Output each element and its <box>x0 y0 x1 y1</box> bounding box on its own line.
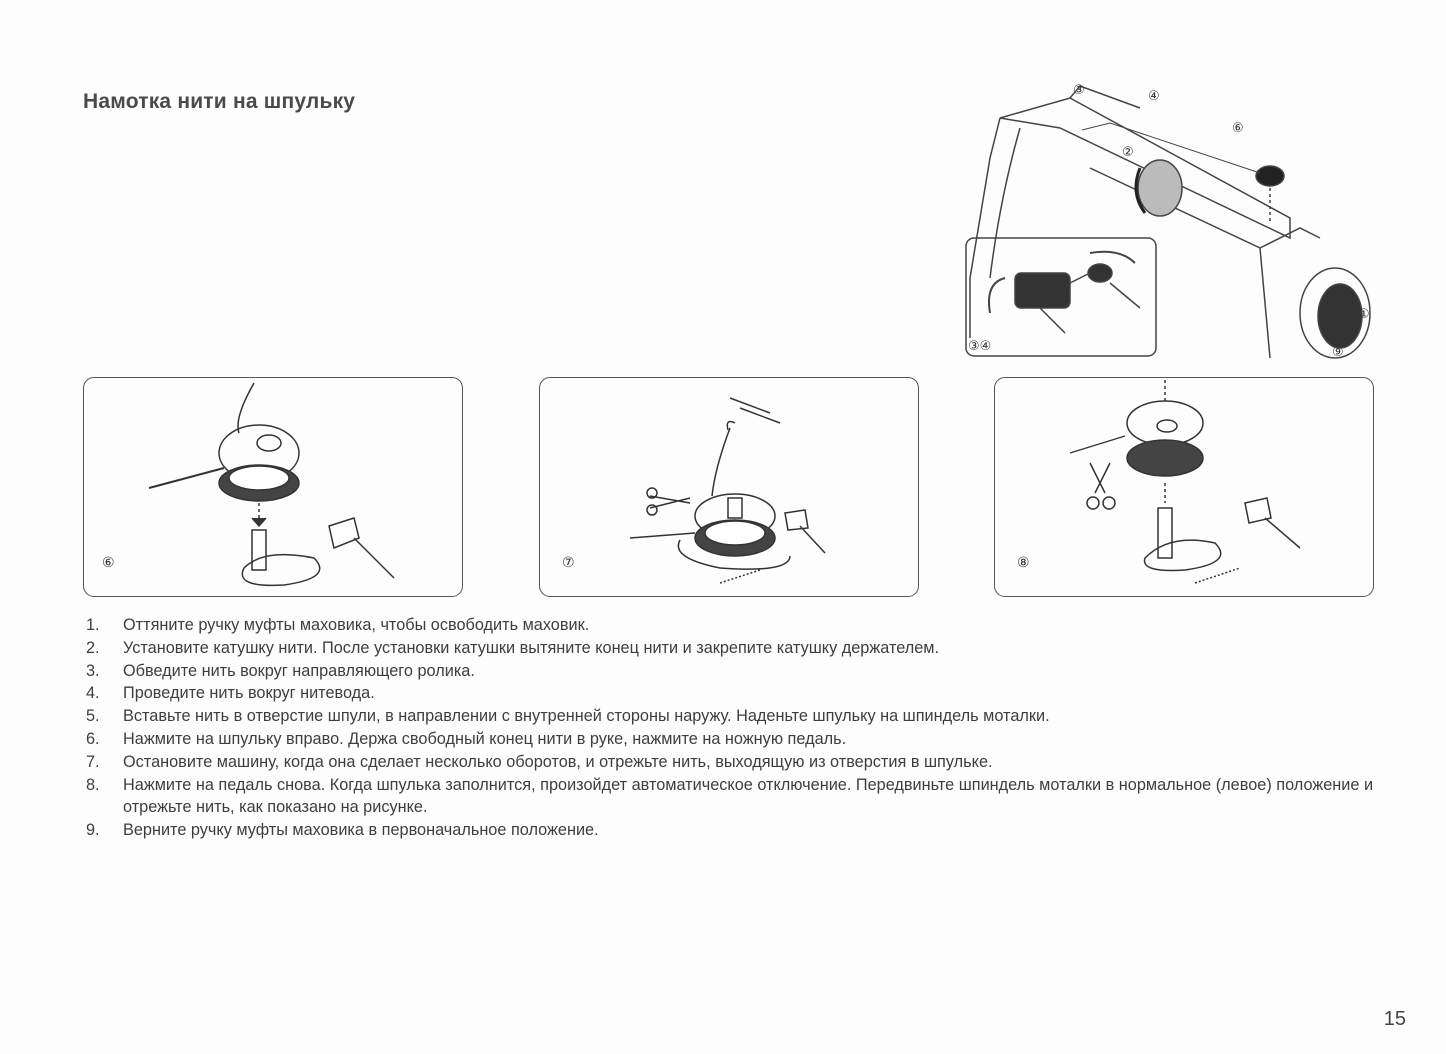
step-number: 2. <box>86 638 100 657</box>
list-item <box>86 774 1386 820</box>
step-text: Проведите нить вокруг нитевода. <box>123 684 375 703</box>
callout-3-4: ③④ <box>968 339 992 354</box>
callout-6: ⑥ <box>1232 121 1244 136</box>
panel-step-6 <box>83 377 463 597</box>
panel-label: ⑥ <box>102 555 115 571</box>
list-item <box>86 660 1386 683</box>
step-number: 1. <box>86 616 100 634</box>
list-item <box>86 614 1386 637</box>
step-text: Нажмите на шпульку вправо. Держа свободный конец нити в руке, нажмите на ножную педаль. <box>123 729 847 748</box>
panel-label: ⑧ <box>1017 555 1030 571</box>
callout-3: ③ <box>1073 83 1085 98</box>
thread-cut-illustration <box>540 378 918 596</box>
instruction-steps <box>86 614 1386 842</box>
step-number: 3. <box>86 661 100 680</box>
callout-2: ② <box>1122 145 1134 160</box>
step-text: Верните ручку муфты маховика в первоначальное положение. <box>123 821 599 840</box>
step-number: 6. <box>86 729 100 748</box>
bobbin-remove-illustration <box>995 378 1373 596</box>
step-number: 8. <box>86 775 100 794</box>
step-text: Установите катушку нити. После установки катушки вытяните конец нити и закрепите катушку держателем. <box>123 638 940 657</box>
panel-step-8 <box>994 377 1374 597</box>
bobbin-insert-illustration <box>84 378 462 596</box>
list-item <box>86 637 1386 660</box>
callout-9: ⑨ <box>1332 345 1344 360</box>
list-item <box>86 728 1386 751</box>
list-item <box>86 682 1386 705</box>
step-text: Остановите машину, когда она сделает несколько оборотов, и отрежьте нить, выходящую из отверстия в шпульке. <box>123 752 993 771</box>
callout-4: ④ <box>1148 89 1160 104</box>
step-number: 9. <box>86 821 100 840</box>
step-number: 5. <box>86 707 100 726</box>
page-number: 15 <box>1383 1008 1406 1030</box>
list-item <box>86 819 1386 842</box>
step-text: Обведите нить вокруг направляющего ролика. <box>123 661 475 680</box>
panel-label: ⑦ <box>562 555 575 571</box>
step-number: 4. <box>86 684 100 703</box>
step-text: Оттяните ручку муфты маховика, чтобы освободить маховик. <box>123 616 590 634</box>
page-title: Намотка нити на шпульку <box>83 90 356 113</box>
step-number: 7. <box>86 752 100 771</box>
step-text: Нажмите на педаль снова. Когда шпулька заполнится, произойдет автоматическое отключение. Передвиньте шпиндель моталки в нормальное (левое) положение и отрежьте нить, как показано на рисунке. <box>123 775 1374 817</box>
callout-1: ① <box>1358 307 1370 322</box>
list-item <box>86 705 1386 728</box>
sewing-machine-figure <box>960 78 1380 368</box>
step-text: Вставьте нить в отверстие шпули, в направлении с внутренней стороны наружу. Наденьте шпульку на шпиндель моталки. <box>123 707 1050 726</box>
panel-step-7 <box>539 377 919 597</box>
list-item <box>86 751 1386 774</box>
